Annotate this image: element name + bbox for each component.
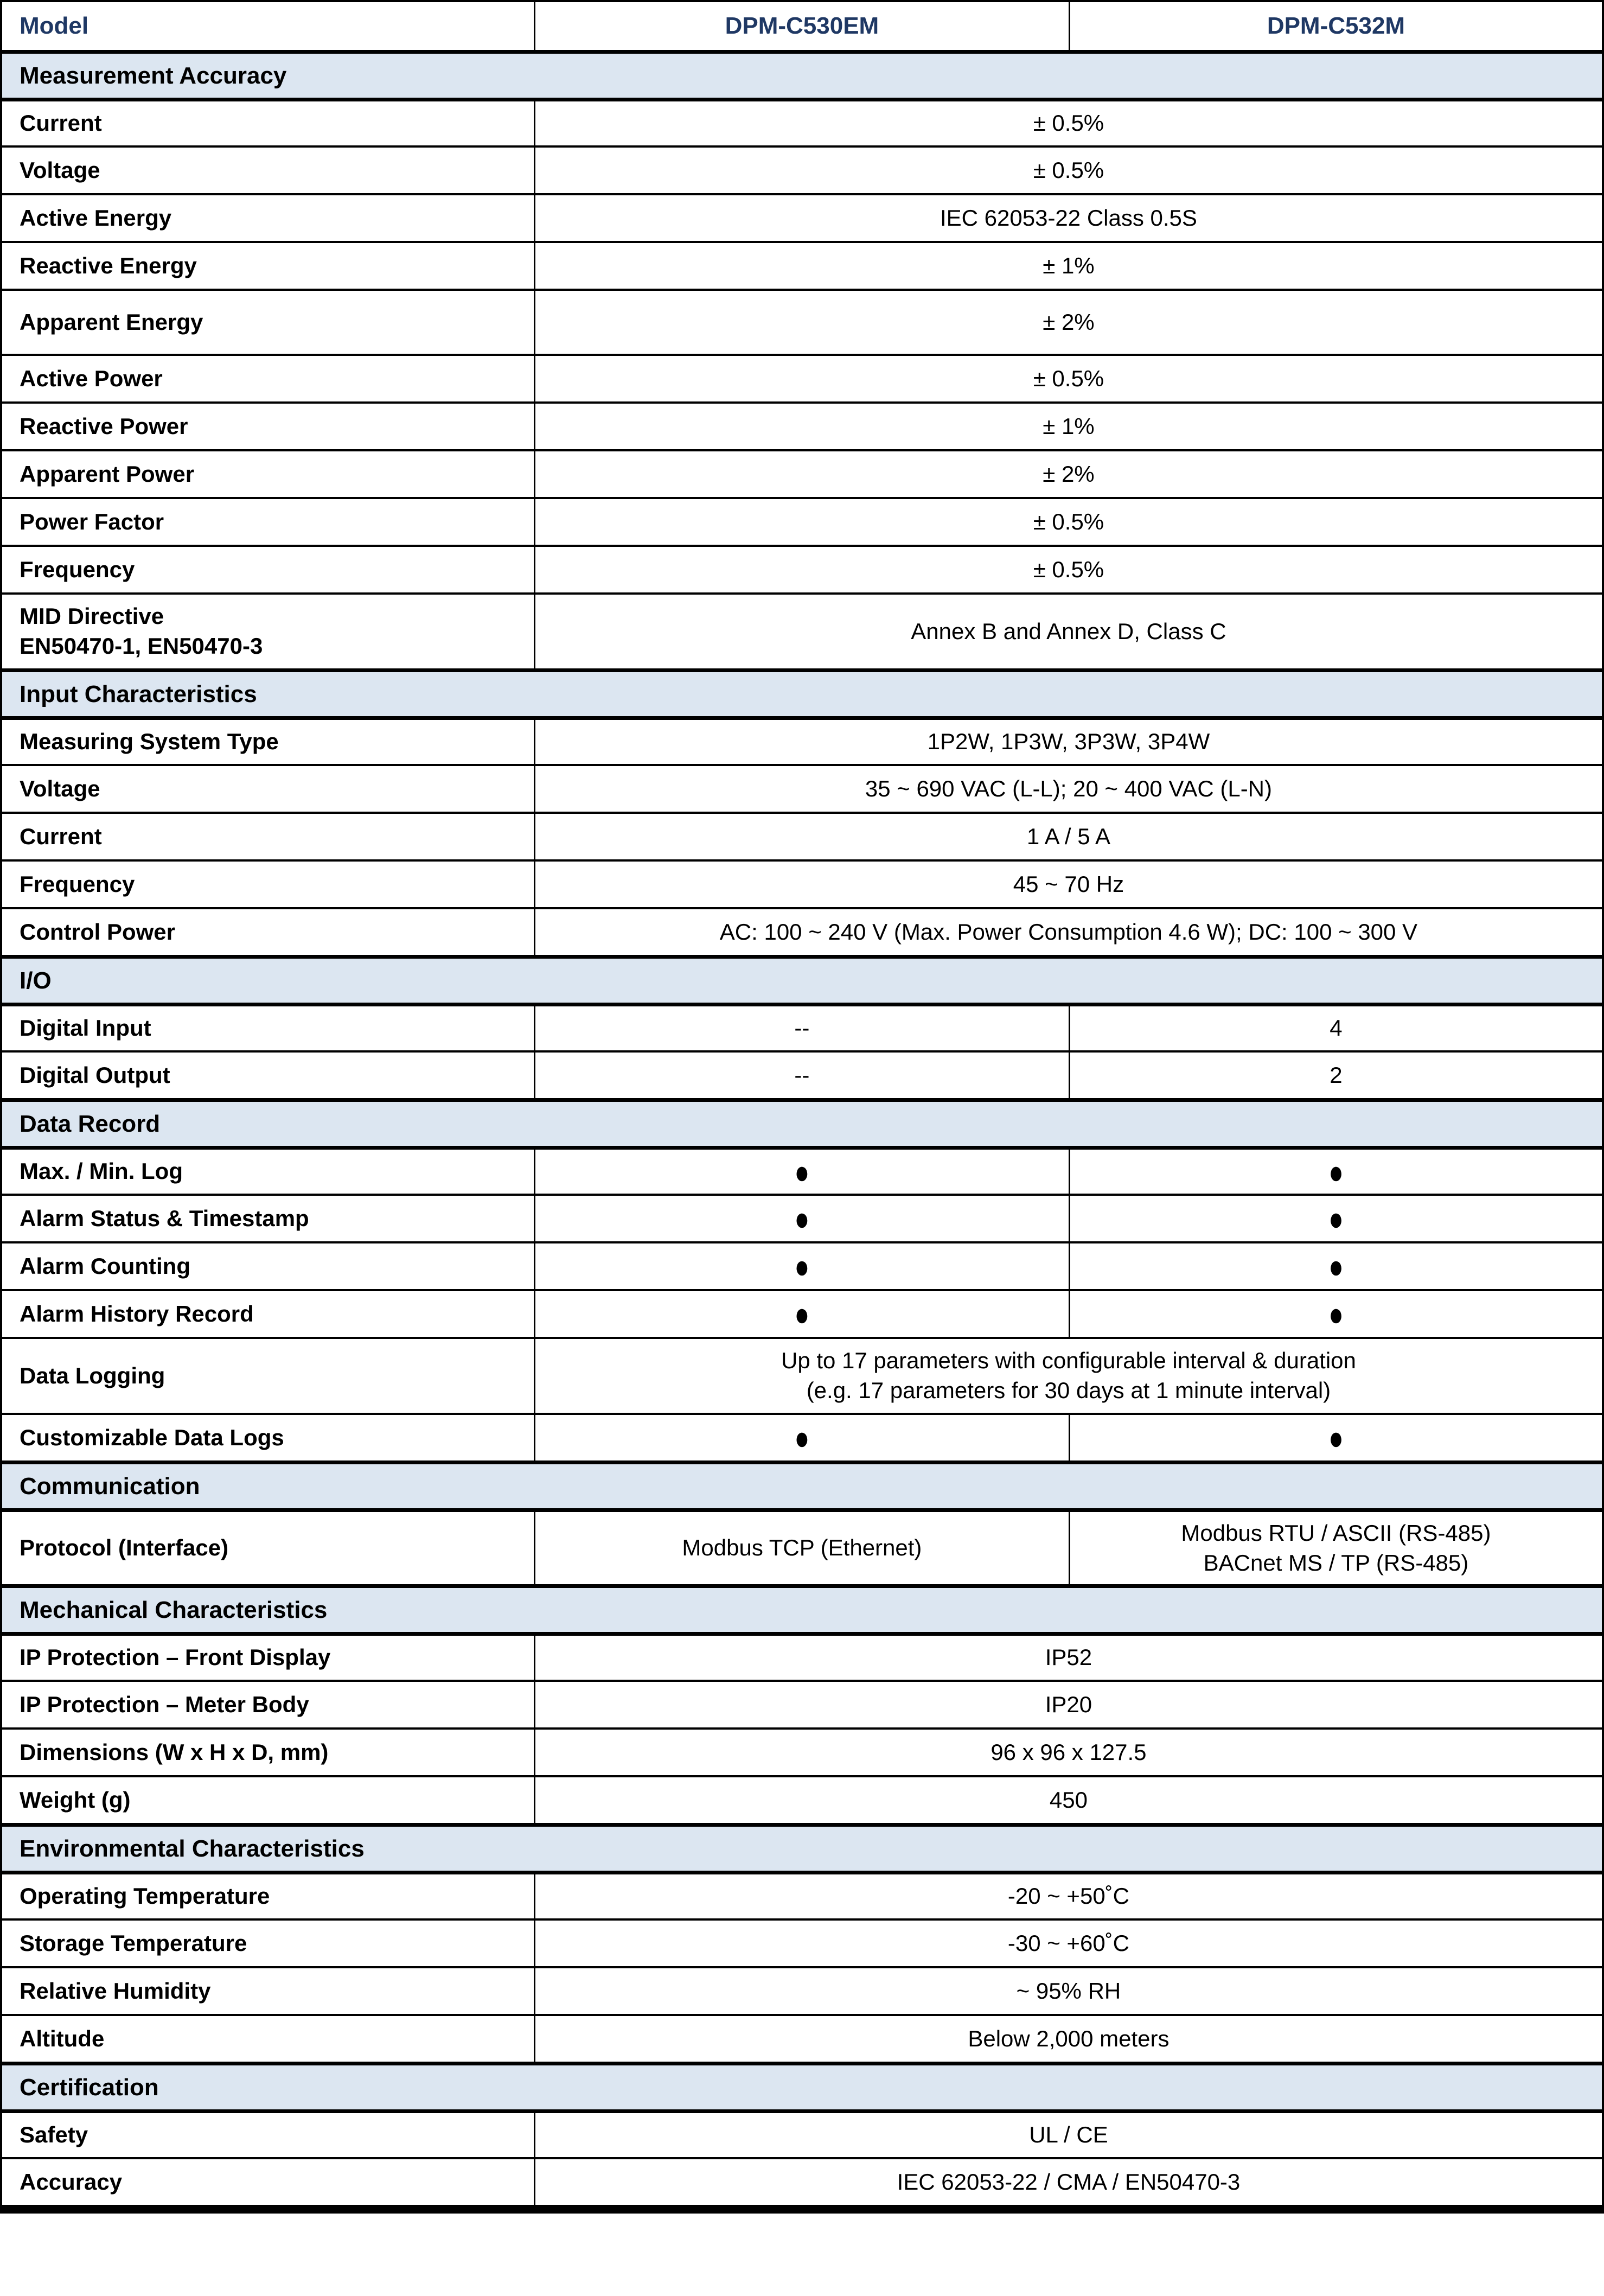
spec-value: ± 2% [1043, 309, 1095, 335]
spec-label: Alarm Status & Timestamp [2, 1196, 535, 1241]
spec-row [2, 545, 1602, 592]
spec-row [2, 1632, 1602, 1680]
spec-label: Dimensions (W x H x D, mm) [2, 1730, 535, 1775]
spec-label: Operating Temperature [2, 1874, 535, 1918]
section-title: Data Record [20, 1110, 161, 1137]
section-title: Environmental Characteristics [20, 1835, 365, 1862]
spec-label: Reactive Power [2, 404, 535, 449]
spec-label: Safety [2, 2113, 535, 2157]
spec-value-text: 4 [1330, 1015, 1343, 1041]
spec-value: UL / CE [1029, 2122, 1108, 2148]
spec-value-text: Modbus TCP (Ethernet) [682, 1535, 922, 1561]
spec-value: Annex B and Annex D, Class C [911, 618, 1226, 644]
spec-label: IP Protection – Front Display [2, 1636, 535, 1680]
spec-value: IEC 62053-22 / CMA / EN50470-3 [897, 2169, 1241, 2195]
spec-value: -20 ~ +50˚C [1007, 1883, 1129, 1909]
spec-value-c532m [1069, 1512, 1602, 1584]
spec-row [2, 1966, 1602, 2014]
section-row [2, 1098, 1602, 1146]
feature-dot-icon: ● [794, 1418, 810, 1457]
spec-row [2, 1680, 1602, 1727]
spec-row [2, 1918, 1602, 1966]
spec-value-c532m [1069, 1006, 1602, 1050]
spec-label: Customizable Data Logs [2, 1415, 535, 1460]
spec-row [2, 1727, 1602, 1775]
spec-row [2, 354, 1602, 401]
spec-label: Weight (g) [2, 1777, 535, 1823]
spec-value: ± 0.5% [1033, 157, 1104, 183]
spec-label: Digital Input [2, 1006, 535, 1050]
feature-dot-icon: ● [1328, 1418, 1344, 1457]
spec-row [2, 449, 1602, 497]
spec-value-text: -- [794, 1015, 810, 1041]
spec-label: Accuracy [2, 2159, 535, 2205]
feature-dot-icon: ● [1328, 1152, 1344, 1191]
spec-label: Voltage [2, 766, 535, 812]
spec-value-c530em [535, 1243, 1069, 1289]
spec-row [2, 1050, 1602, 1098]
spec-label: Relative Humidity [2, 1968, 535, 2014]
section-title: I/O [20, 967, 52, 994]
spec-row [2, 497, 1602, 545]
spec-label: Current [2, 101, 535, 145]
spec-value: IEC 62053-22 Class 0.5S [940, 205, 1197, 231]
spec-value-c532m [1069, 1150, 1602, 1194]
spec-value: 1P2W, 1P3W, 3P3W, 3P4W [927, 729, 1210, 755]
spec-row [2, 592, 1602, 668]
section-row [2, 1460, 1602, 1508]
section-row [2, 50, 1602, 98]
spec-row [2, 289, 1602, 354]
spec-value: ~ 95% RH [1016, 1978, 1121, 2004]
model-c530em-header: DPM-C530EM [725, 12, 879, 40]
spec-row [2, 2014, 1602, 2062]
spec-value-c530em [535, 1053, 1069, 1098]
spec-value-c532m [1069, 1291, 1602, 1337]
spec-value: Up to 17 parameters with configurable interval & duration (e.g. 17 parameters for 30 days at 1 minute interval) [781, 1348, 1356, 1403]
spec-value: IP52 [1045, 1644, 1092, 1670]
spec-label: Measuring System Type [2, 720, 535, 764]
spec-row [2, 764, 1602, 812]
spec-label: Alarm History Record [2, 1291, 535, 1337]
spec-row [2, 401, 1602, 449]
spec-label: Power Factor [2, 499, 535, 545]
spec-value: ± 1% [1043, 413, 1095, 439]
spec-row [2, 812, 1602, 859]
spec-value-text: 2 [1330, 1062, 1343, 1088]
spec-label: Digital Output [2, 1053, 535, 1098]
spec-row [2, 716, 1602, 764]
spec-label: Control Power [2, 909, 535, 955]
spec-value: AC: 100 ~ 240 V (Max. Power Consumption 4.6 W); DC: 100 ~ 300 V [719, 919, 1418, 945]
spec-value: ± 0.5% [1033, 110, 1104, 136]
spec-value-c530em [535, 1512, 1069, 1584]
table-bottom-border [0, 2205, 1604, 2214]
spec-label: Altitude [2, 2016, 535, 2062]
spec-row [2, 907, 1602, 955]
feature-dot-icon: ● [1328, 1199, 1344, 1238]
spec-label: Apparent Energy [2, 291, 535, 354]
spec-row [2, 241, 1602, 289]
spec-row [2, 1241, 1602, 1289]
spec-label: Active Power [2, 356, 535, 401]
spec-value-c532m [1069, 1243, 1602, 1289]
spec-value: 35 ~ 690 VAC (L-L); 20 ~ 400 VAC (L-N) [865, 775, 1272, 801]
spec-label: Storage Temperature [2, 1921, 535, 1966]
feature-dot-icon: ● [794, 1199, 810, 1238]
spec-value: ± 0.5% [1033, 508, 1104, 534]
section-row [2, 955, 1602, 1003]
spec-value: 96 x 96 x 127.5 [990, 1739, 1147, 1765]
feature-dot-icon: ● [1328, 1294, 1344, 1334]
spec-label: Current [2, 814, 535, 859]
feature-dot-icon: ● [794, 1294, 810, 1334]
spec-value: -30 ~ +60˚C [1007, 1930, 1129, 1956]
spec-row [2, 1194, 1602, 1241]
spec-row [2, 1871, 1602, 1918]
spec-value-c530em [535, 1150, 1069, 1194]
spec-value: ± 2% [1043, 461, 1095, 487]
spec-value-text: -- [794, 1062, 810, 1088]
spec-value-c532m [1069, 1415, 1602, 1460]
spec-value: 1 A / 5 A [1026, 823, 1110, 849]
spec-row [2, 1508, 1602, 1584]
spec-value: ± 0.5% [1033, 365, 1104, 391]
spec-value: Below 2,000 meters [968, 2025, 1170, 2051]
model-c532m-header: DPM-C532M [1069, 2, 1602, 50]
model-header-row [2, 2, 1602, 50]
spec-value: ± 1% [1043, 252, 1095, 278]
spec-row [2, 859, 1602, 907]
section-row [2, 1584, 1602, 1632]
spec-value-c532m [1069, 1053, 1602, 1098]
spec-value-c530em [535, 1291, 1069, 1337]
model-column-header: Model [2, 2, 535, 50]
section-row [2, 2062, 1602, 2109]
spec-label: Voltage [2, 148, 535, 193]
spec-row [2, 1337, 1602, 1413]
feature-dot-icon: ● [794, 1152, 810, 1191]
spec-value-c530em [535, 1006, 1069, 1050]
spec-value-c532m [1069, 1196, 1602, 1241]
section-title: Certification [20, 2074, 159, 2101]
spec-row [2, 1413, 1602, 1460]
spec-value-text: Modbus RTU / ASCII (RS-485) BACnet MS / TP (RS-485) [1181, 1520, 1491, 1576]
spec-row [2, 1003, 1602, 1050]
section-title: Communication [20, 1472, 200, 1500]
spec-value-c530em [535, 1415, 1069, 1460]
spec-label: Max. / Min. Log [2, 1150, 535, 1194]
spec-label: Reactive Energy [2, 243, 535, 289]
spec-row [2, 2157, 1602, 2205]
spec-label: Apparent Power [2, 451, 535, 497]
section-title: Mechanical Characteristics [20, 1596, 328, 1623]
spec-label: Alarm Counting [2, 1243, 535, 1289]
spec-value: 45 ~ 70 Hz [1013, 871, 1124, 897]
spec-label: Active Energy [2, 195, 535, 241]
spec-value: 450 [1049, 1787, 1088, 1813]
section-row [2, 668, 1602, 716]
spec-row [2, 2109, 1602, 2157]
spec-label: IP Protection – Meter Body [2, 1682, 535, 1727]
spec-row [2, 193, 1602, 241]
spec-row [2, 1146, 1602, 1194]
spec-value-c530em [535, 1196, 1069, 1241]
spec-label: MID Directive EN50470-1, EN50470-3 [2, 595, 535, 668]
spec-label: Protocol (Interface) [2, 1512, 535, 1584]
section-row [2, 1823, 1602, 1871]
spec-row [2, 1289, 1602, 1337]
feature-dot-icon: ● [794, 1247, 810, 1286]
section-title: Input Characteristics [20, 680, 257, 707]
spec-row [2, 98, 1602, 145]
spec-label: Frequency [2, 547, 535, 592]
spec-value: ± 0.5% [1033, 556, 1104, 582]
spec-row [2, 145, 1602, 193]
spec-label: Frequency [2, 862, 535, 907]
spec-value: IP20 [1045, 1691, 1092, 1717]
spec-row [2, 1775, 1602, 1823]
section-title: Measurement Accuracy [20, 62, 287, 89]
feature-dot-icon: ● [1328, 1247, 1344, 1286]
spec-label: Data Logging [2, 1339, 535, 1413]
